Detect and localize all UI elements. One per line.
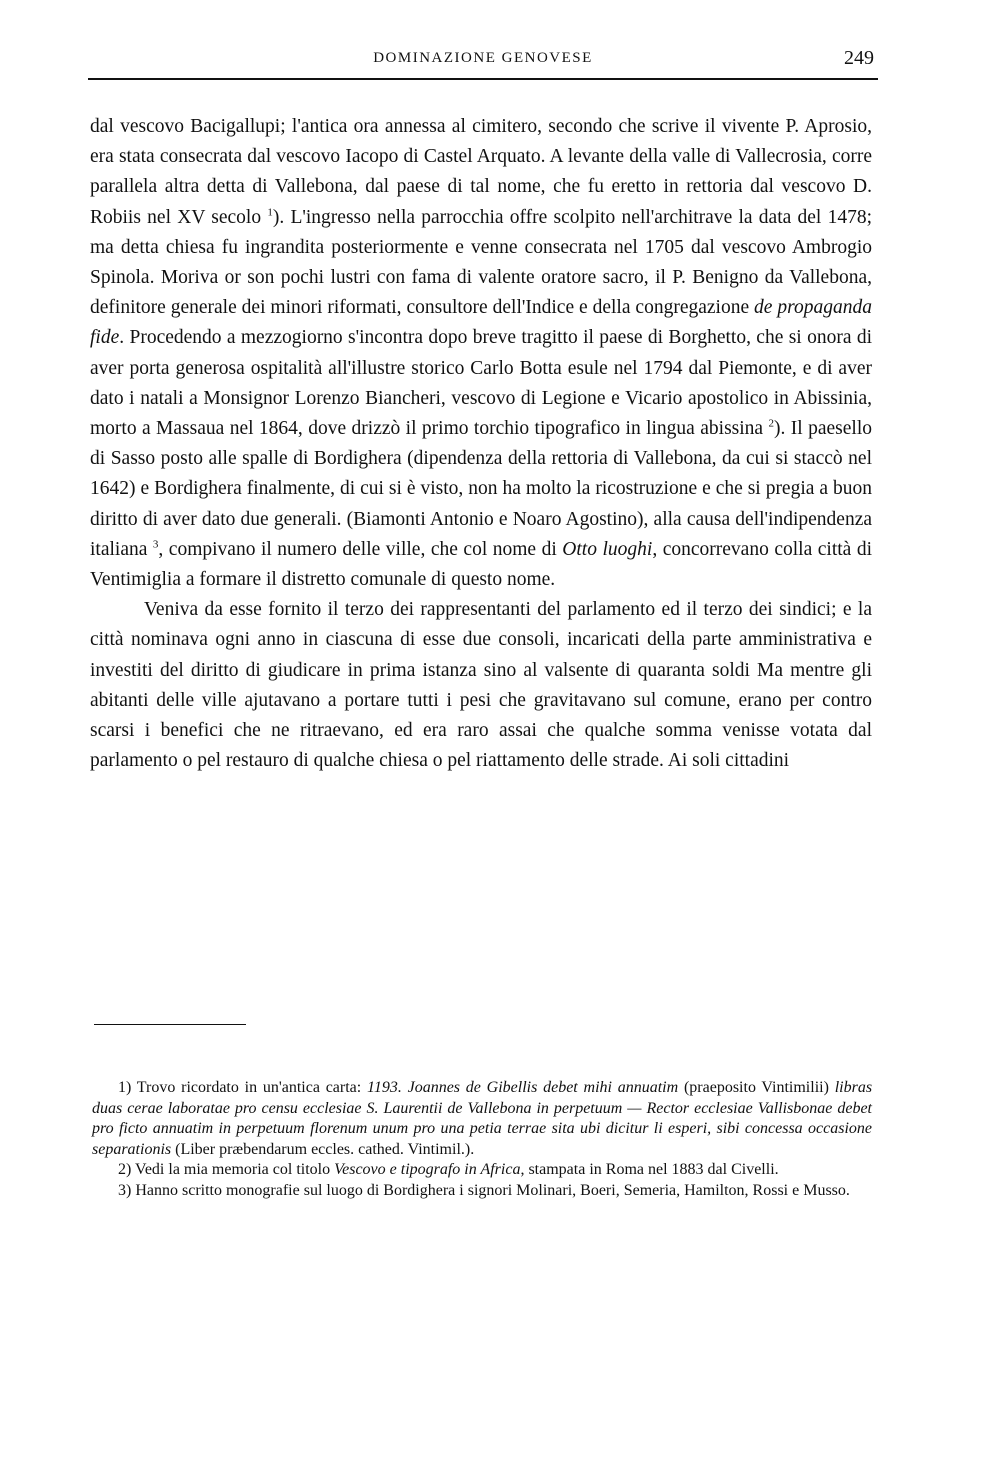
footnote-text: , stampata in Roma nel 1883 dal Civelli. [520, 1161, 779, 1179]
main-text [90, 112, 872, 776]
text-run: . Procedendo a mezzogiorno s'incontra dopo breve tragitto il paese di Borghetto, che si onora di aver porta generosa ospitalità all'illustre storico Carlo Botta esule nel 1794 dal Piemonte, e di aver dato i natali a Monsignor Lorenzo Biancheri, vescovo di Legione e Vicario apostolico in Abissinia, morto a Massaua nel 1864, dove drizzò il primo torchio tipografico in lingua abissina [90, 327, 872, 440]
text-run: dal vescovo Bacigallupi; l'antica ora annessa al cimitero, secondo che scrive il vivente P. Aprosio, era stata consecrata dal vescovo Iacopo di Castel Arquato. A levante della valle di Vallecrosia, corre parallela altra detta di Vallebona, dal paese di tal nome, che fu eretto in rettoria dal vescovo D. Robiis nel XV secolo [90, 116, 872, 228]
footnote-text: 1) Trovo ricordato in un'antica carta: [118, 1079, 362, 1096]
page-header [88, 47, 878, 84]
footnote-ref-2: 2 [768, 417, 774, 430]
header-rule [88, 78, 878, 80]
text-run: , concorrevano colla città di Ventimiglia a formare il distretto comunale di questo nome. [90, 538, 872, 591]
footnote-text: 2) Vedi la mia memoria col titolo [118, 1161, 331, 1179]
footnotes [92, 1078, 872, 1202]
paragraph-1 [90, 112, 872, 595]
footnote-italic: 1193. Joannes de Gibellis debet mihi annuatim [367, 1079, 679, 1096]
italic-phrase: Otto luoghi [562, 538, 653, 560]
text-run: ). Il paesello di Sasso posto alle spalle di Bordighera (dipendenza della rettoria di Vallebona, da cui si staccò nel 1642) e Bordighera finalmente, di cui si è visto, non ha molto la ricostruzione e che si pregia a buon diritto di aver dato due generali. (Biamonti Antonio e Noaro Agostino), alla causa dell'indipendenza italiana [90, 418, 872, 560]
italic-phrase: de propaganda fide [90, 297, 872, 349]
footnote-2 [92, 1160, 872, 1181]
running-title: DOMINAZIONE GENOVESE [373, 50, 593, 66]
footnote-italic: Vescovo e tipografo in Africa [334, 1161, 521, 1179]
footnote-rule [94, 1024, 246, 1025]
text-run: , compivano il numero delle ville, che col nome di [158, 538, 557, 560]
footnote-ref-1: 1 [267, 206, 273, 219]
footnote-1 [92, 1078, 872, 1160]
text-run: ). L'ingresso nella parrocchia offre scolpito nell'architrave la data del 1478; ma detta chiesa fu ingrandita posteriormente e venne consecrata nel 1705 dal vescovo Ambrogio Spinola. Moriva or son pochi lustri con fama di valente oratore sacro, il P. Benigno da Vallebona, definitore generale dei minori riformati, consultore dell'Indice e della congregazione [90, 206, 872, 319]
footnote-3: 3) Hanno scritto monografie sul luogo di Bordighera i signori Molinari, Boeri, Semeria, Hamilton, Rossi e Musso. [118, 1181, 850, 1199]
paragraph-2: Veniva da esse fornito il terzo dei rappresentanti del parlamento ed il terzo dei sindici; e la città nominava ogni anno in ciascuna di esse due consoli, incaricati della parte amministrativa e investiti del diritto di giudicare in prima istanza sino al valsente di quaranta soldi Ma mentre gli abitanti delle ville ajutavano a portare tutti i pesi che gravitavano sul comune, erano per contro scarsi i benefici che ne ritraevano, ed era raro assai che qualche somma venisse votata dal parlamento o pel restauro di qualche chiesa o pel riattamento delle strade. Ai soli cittadini [90, 599, 872, 772]
footnote-text: (Liber præbendarum eccles. cathed. Vintimil.). [175, 1140, 475, 1158]
footnote-text: (praeposito Vintimilii) [683, 1079, 829, 1096]
footnote-italic: libras duas cerae laboratae pro censu ecclesiae S. Laurentii de Vallebona in perpetuum — Rector ecclesiae Vallisbonae debet pro ficto annuatim in perpetuum florenum unum pro una petia terrae sita ubi dicitur li esperi, sibi concessa occasione separationis [92, 1079, 873, 1158]
footnote-ref-3: 3 [152, 538, 159, 551]
page-number: 249 [844, 47, 874, 69]
